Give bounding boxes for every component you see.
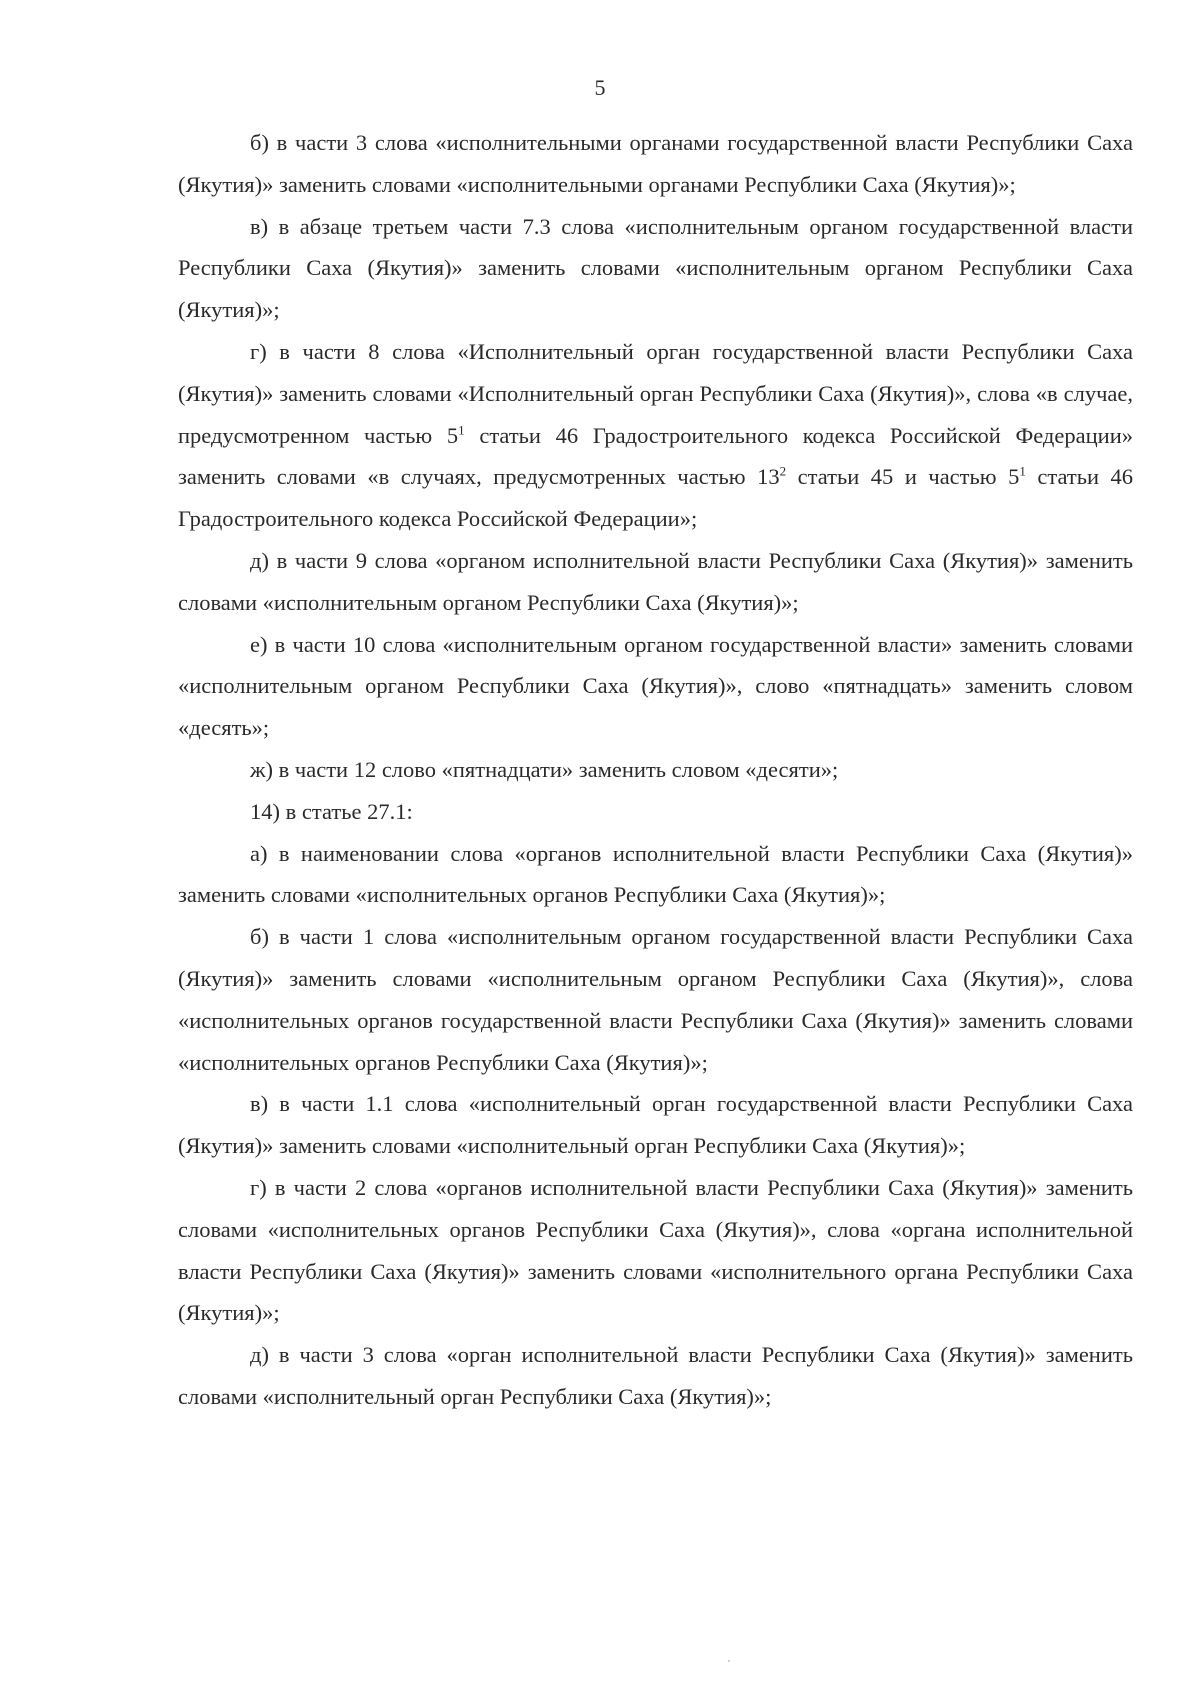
paragraph-7: 14) в статье 27.1: <box>250 798 413 824</box>
superscript-1: 1 <box>458 422 465 438</box>
paragraph-6: ж) в части 12 слово «пятнадцати» заменить словом «десяти»; <box>250 756 839 782</box>
paragraph-1: б) в части 3 слова «исполнительными органами государственной власти Республики Саха (Якутия)» заменить словами «исполнительными органами Республики Саха (Якутия)»; <box>178 130 1133 197</box>
scan-speck <box>728 1660 730 1662</box>
page-number: 5 <box>594 75 606 100</box>
paragraph-8: а) в наименовании слова «органов исполнительной власти Республики Саха (Якутия)» заменить словами «исполнительных органов Республики Саха (Якутия)»; <box>178 840 1133 908</box>
document-body <box>178 122 1133 1418</box>
superscript-2: 2 <box>779 463 787 479</box>
paragraph-3-text-b: статьи 46 Градостроительного кодекса Российской Федерации» заменить словами «в случаях, предусмотренных частью 13 <box>178 422 1133 490</box>
paragraph-9: б) в части 1 слова «исполнительным органом государственной власти Республики Саха (Якутия)» заменить словами «исполнительным органом Республики Саха (Якутия)», слова «исполнительных органов государственной власти Республики Саха (Якутия)» заменить словами «исполнительных органов Республики Саха (Якутия)»; <box>178 924 1133 1075</box>
paragraph-2: в) в абзаце третьем части 7.3 слова «исполнительным органом государственной власти Республики Саха (Якутия)» заменить словами «исполнительным органом Республики Саха (Якутия)»; <box>178 213 1133 323</box>
paragraph-4: д) в части 9 слова «органом исполнительной власти Республики Саха (Якутия)» заменить словами «исполнительным органом Республики Саха (Якутия)»; <box>178 547 1133 615</box>
paragraph-12: д) в части 3 слова «орган исполнительной власти Республики Саха (Якутия)» заменить словами «исполнительный орган Республики Саха (Якутия)»; <box>178 1342 1133 1409</box>
paragraph-3 <box>178 331 1133 540</box>
paragraph-3-text-c: статьи 45 и частью 5 <box>786 464 1020 490</box>
paragraph-11: г) в части 2 слова «органов исполнительной власти Республики Саха (Якутия)» заменить словами «исполнительных органов Республики Саха (Якутия)», слова «органа исполнительной власти Республики Саха (Якутия)» заменить словами «исполнительного органа Республики Саха (Якутия)»; <box>178 1174 1133 1326</box>
paragraph-10: в) в части 1.1 слова «исполнительный орган государственной власти Республики Саха (Якутия)» заменить словами «исполнительный орган Республики Саха (Якутия)»; <box>178 1091 1133 1159</box>
superscript-3: 1 <box>1019 463 1026 479</box>
paragraph-3-text-a: г) в части 8 слова «Исполнительный орган государственной власти Республики Саха (Якутия)» заменить словами «Исполнительный орган Республики Саха (Якутия)», слова «в случае, предусмотренном частью 5 <box>178 338 1133 448</box>
paragraph-3-text-d: статьи 46 Градостроительного кодекса Российской Федерации»; <box>178 464 1134 532</box>
paragraph-5: е) в части 10 слова «исполнительным органом государственной власти» заменить словами «исполнительным органом Республики Саха (Якутия)», слово «пятнадцать» заменить словом «десять»; <box>178 631 1133 741</box>
